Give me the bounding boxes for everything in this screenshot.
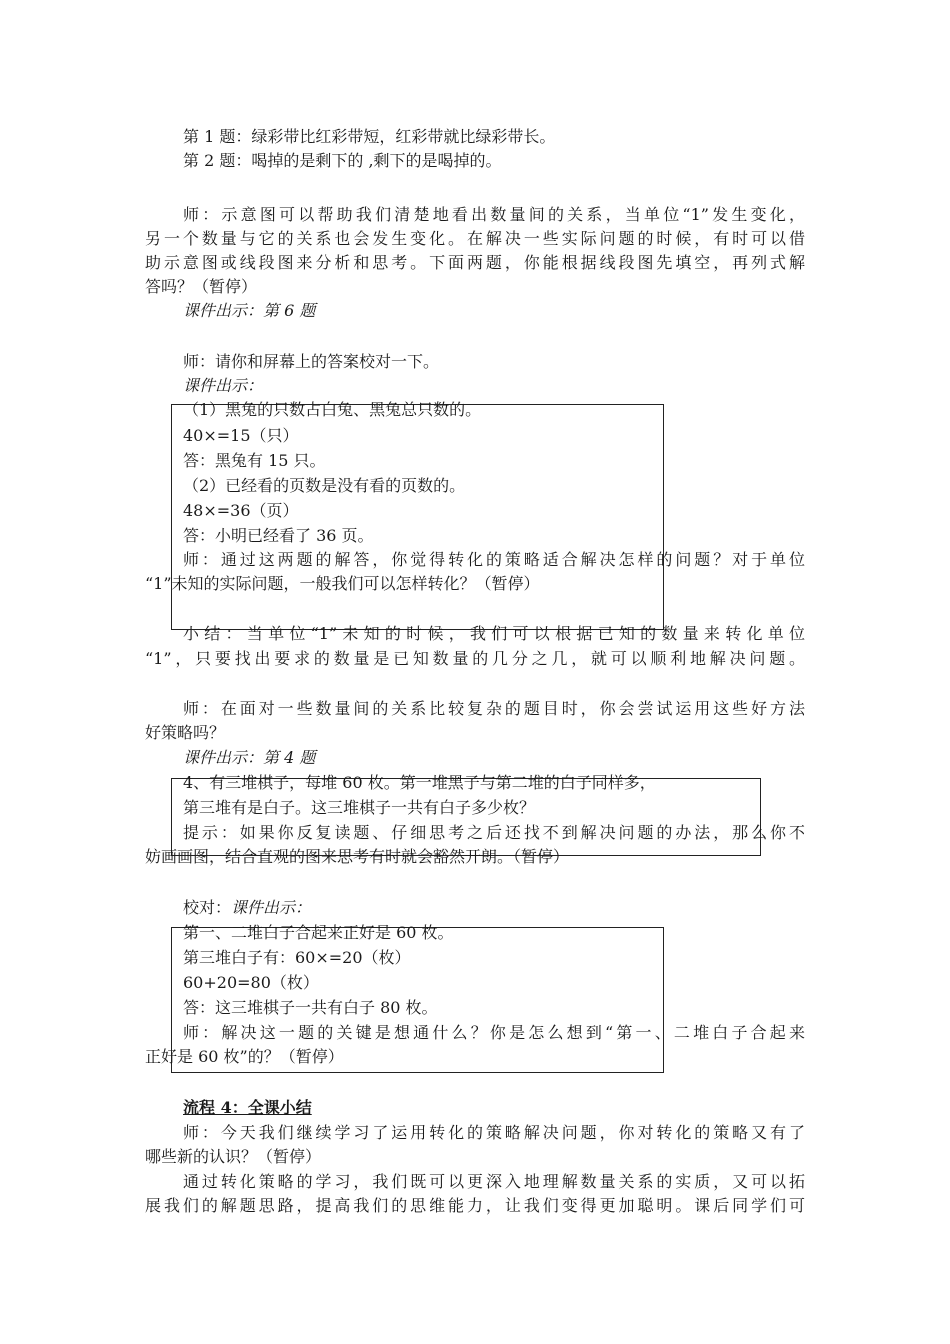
box-line: 60+20=80（枚） xyxy=(183,973,319,992)
box-line: 答：黑兔有 15 只。 xyxy=(183,451,326,470)
q1-answer: 第 1 题：绿彩带比红彩带短，红彩带就比绿彩带长。 xyxy=(183,127,556,146)
box-line: 第三堆有是白子。这三堆棋子一共有白子多少枚？ xyxy=(183,798,536,817)
summary-line: 小结：当单位“1”未知的时候，我们可以根据已知的数量来转化单位 xyxy=(183,624,805,643)
box-line: 第一、二堆白子合起来正好是 60 枚。 xyxy=(183,923,454,942)
paragraph-line: 通过转化策略的学习，我们既可以更深入地理解数量关系的实质，又可以拓 xyxy=(183,1172,805,1191)
box-line: 40×=15（只） xyxy=(183,426,299,445)
box-line: （2）已经看的页数是没有看的页数的。 xyxy=(183,476,466,495)
box-line: （1）黑兔的只数占白兔、黑兔总只数的。 xyxy=(183,400,482,419)
box-line: 答：小明已经看了 36 页。 xyxy=(183,526,374,545)
box-line: 答：这三堆棋子一共有白子 80 枚。 xyxy=(183,998,438,1017)
box-line: 第三堆白子有：60×=20（枚） xyxy=(183,948,411,967)
paragraph-line: 哪些新的认识？（暂停） xyxy=(145,1147,322,1166)
box-line: 提示：如果你反复读题、仔细思考之后还找不到解决问题的办法，那么你不 xyxy=(183,823,805,842)
section-heading: 流程 4：全课小结 xyxy=(183,1098,312,1117)
courseware-label: 课件出示： xyxy=(183,376,264,395)
summary-line: “1”，只要找出要求的数量是已知数量的几分之几，就可以顺利地解决问题。 xyxy=(145,649,805,668)
box-line: 48×=36（页） xyxy=(183,501,299,520)
check-label: 校对： xyxy=(183,898,232,917)
paragraph-line: 师：今天我们继续学习了运用转化的策略解决问题，你对转化的策略又有了 xyxy=(183,1123,805,1142)
box-line: 师：通过这两题的解答，你觉得转化的策略适合解决怎样的问题？对于单位 xyxy=(183,550,805,569)
paragraph-line: 好策略吗？ xyxy=(145,723,226,742)
paragraph-line: 助示意图或线段图来分析和思考。下面两题，你能根据线段图先填空，再列式解 xyxy=(145,253,805,272)
paragraph-line: 师：示意图可以帮助我们清楚地看出数量间的关系，当单位“1”发生变化， xyxy=(183,205,805,224)
box-line: 正好是 60 枚”的？（暂停） xyxy=(145,1047,344,1066)
paragraph-line: 师：在面对一些数量间的关系比较复杂的题目时，你会尝试运用这些好方法 xyxy=(183,699,805,718)
courseware-label: 课件出示：第 6 题 xyxy=(183,301,316,320)
courseware-label: 课件出示： xyxy=(231,898,312,917)
courseware-label: 课件出示：第 4 题 xyxy=(183,748,316,767)
q2-answer: 第 2 题：喝掉的是剩下的 ,剩下的是喝掉的。 xyxy=(183,151,502,170)
check-label-line xyxy=(183,896,805,920)
box-line: “1”未知的实际问题，一般我们可以怎样转化？（暂停） xyxy=(145,574,540,593)
box-line: 4、有三堆棋子，每堆 60 枚。第一堆黑子与第二堆的白子同样多， xyxy=(183,773,656,792)
box-line: 师：解决这一题的关键是想通什么？你是怎么想到“第一、二堆白子合起来 xyxy=(183,1023,805,1042)
paragraph-line: 展我们的解题思路，提高我们的思维能力，让我们变得更加聪明。课后同学们可 xyxy=(145,1196,805,1215)
paragraph-line: 师：请你和屏幕上的答案校对一下。 xyxy=(183,352,440,371)
paragraph-line: 答吗？（暂停） xyxy=(145,277,258,296)
box-line: 妨画画图，结合直观的图来思考有时就会豁然开朗。（暂停） xyxy=(145,847,570,866)
paragraph-line: 另一个数量与它的关系也会发生变化。在解决一些实际问题的时候，有时可以借 xyxy=(145,229,805,248)
